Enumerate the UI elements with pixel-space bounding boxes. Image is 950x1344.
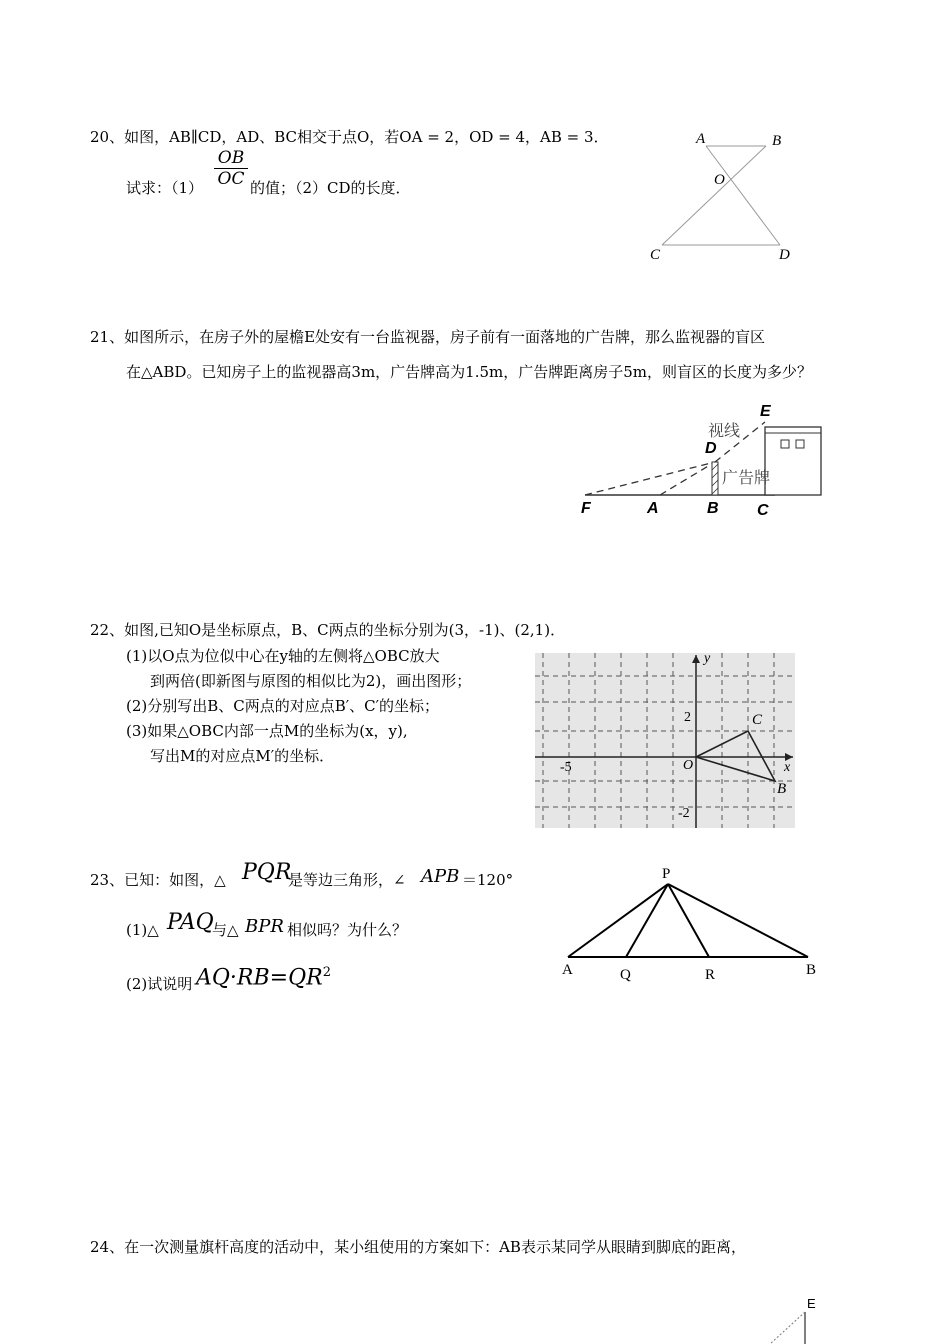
q22-label-O: O bbox=[683, 758, 694, 773]
q23-label-A: A bbox=[562, 962, 573, 978]
q23-figure bbox=[560, 880, 820, 960]
q22-label-y: y bbox=[704, 651, 711, 666]
q23-paq: PAQ bbox=[167, 910, 214, 935]
q23-segment-PQ bbox=[626, 884, 668, 957]
q20-segment-AD bbox=[706, 146, 780, 245]
q23-segment-AP bbox=[568, 884, 668, 957]
q21-house-window bbox=[781, 440, 789, 448]
q20-fraction-denominator: OC bbox=[217, 169, 245, 189]
q23-apb: APB bbox=[421, 866, 460, 887]
q21-sight-line-A bbox=[660, 462, 715, 495]
q22-item3b: 写出M的对应点M′的坐标． bbox=[150, 747, 335, 765]
q23-line1-suffix: ＝120° bbox=[462, 871, 514, 889]
q21-figure bbox=[575, 400, 835, 520]
q23-item1-middle: 与△ bbox=[212, 921, 239, 939]
q23-formula-body: AQ·RB=QR bbox=[196, 965, 323, 991]
q20-label-O: O bbox=[714, 172, 725, 188]
q21-label-B: B bbox=[707, 500, 719, 517]
q23-line1-middle: 是等边三角形，∠ bbox=[288, 871, 406, 889]
q22-label-B: B bbox=[777, 781, 787, 797]
q22-label-neg2: -2 bbox=[678, 806, 690, 821]
q21-label-D: D bbox=[705, 440, 717, 457]
q22-label-neg5: -5 bbox=[560, 760, 572, 775]
q20-line2-suffix: 的值；（2）CD的长度． bbox=[250, 179, 411, 197]
q23-label-P: P bbox=[662, 866, 671, 882]
q21-line1: 21、如图所示，在房子外的屋檐E处安有一台监视器，房子前有一面落地的广告牌，那么监视器的盲区 bbox=[90, 328, 766, 346]
q22-coordinate-grid bbox=[535, 653, 795, 828]
q23-formula-exponent: 2 bbox=[322, 965, 331, 980]
q23-item2-prefix: (2)试说明 bbox=[126, 975, 193, 993]
q21-label-C: C bbox=[757, 502, 769, 519]
q20-label-C: C bbox=[650, 247, 661, 263]
q23-label-Q: Q bbox=[620, 967, 631, 983]
q23-label-B: B bbox=[806, 962, 817, 978]
q22-grid-background bbox=[535, 653, 795, 828]
q20-label-B: B bbox=[772, 133, 782, 149]
q21-sight-line-F bbox=[585, 462, 715, 495]
q22-item3a: (3)如果△OBC内部一点M的坐标为(x，y), bbox=[126, 722, 408, 740]
q24-sight-line bbox=[770, 1312, 805, 1344]
q24-label-E: E bbox=[807, 1296, 816, 1311]
q21-house bbox=[765, 427, 821, 495]
q21-house-window bbox=[796, 440, 804, 448]
q21-label-F: F bbox=[581, 500, 591, 517]
q22-label-x: x bbox=[784, 760, 791, 775]
q23-item1-suffix: 相似吗？为什么？ bbox=[287, 921, 408, 939]
q22-line1: 22、如图,已知O是坐标原点，B、C两点的坐标分别为(3，-1)、(2,1)． bbox=[90, 621, 566, 639]
q21-label-A: A bbox=[647, 500, 659, 517]
q22-label-C: C bbox=[752, 712, 763, 728]
q20-label-A: A bbox=[696, 131, 706, 147]
q23-formula bbox=[196, 965, 331, 990]
q22-item1b: 到两倍(即新图与原图的相似比为2)，画出图形； bbox=[150, 672, 472, 690]
q22-item2: (2)分别写出B、C两点的对应点B′、C′的坐标； bbox=[126, 697, 440, 715]
q20-fraction bbox=[214, 148, 248, 189]
q24-line1: 24、在一次测量旗杆高度的活动中，某小组使用的方案如下：AB表示某同学从眼睛到脚底的距离， bbox=[90, 1238, 746, 1256]
q20-label-D: D bbox=[779, 247, 790, 263]
q23-bpr: BPR bbox=[245, 916, 284, 937]
q20-line2-prefix: 试求：（1） bbox=[126, 179, 204, 197]
q22-label-2: 2 bbox=[684, 710, 691, 725]
q20-line1: 20、如图，AB∥CD，AD、BC相交于点O，若OA = 2，OD = 4，AB = 3． bbox=[90, 128, 609, 146]
q21-line2: 在△ABD。已知房子上的监视器高3m，广告牌高为1.5m，广告牌距离房子5m，则盲区的长度为多少？ bbox=[126, 363, 813, 381]
q21-label-E: E bbox=[760, 403, 771, 420]
q23-item1-prefix: (1)△ bbox=[126, 921, 159, 939]
q23-line1-prefix: 23、已知：如图，△ bbox=[90, 871, 226, 889]
q21-label-board: 广告牌 bbox=[722, 470, 771, 487]
q24-figure bbox=[760, 1310, 820, 1344]
q23-pqr: PQR bbox=[242, 860, 292, 885]
q21-label-sight: 视线 bbox=[708, 423, 741, 440]
q23-label-R: R bbox=[705, 967, 716, 983]
q22-item1a: (1)以O点为位似中心在y轴的左侧将△OBC放大 bbox=[126, 647, 440, 665]
q20-segment-BC bbox=[662, 146, 766, 245]
q20-fraction-numerator: OB bbox=[214, 148, 248, 169]
